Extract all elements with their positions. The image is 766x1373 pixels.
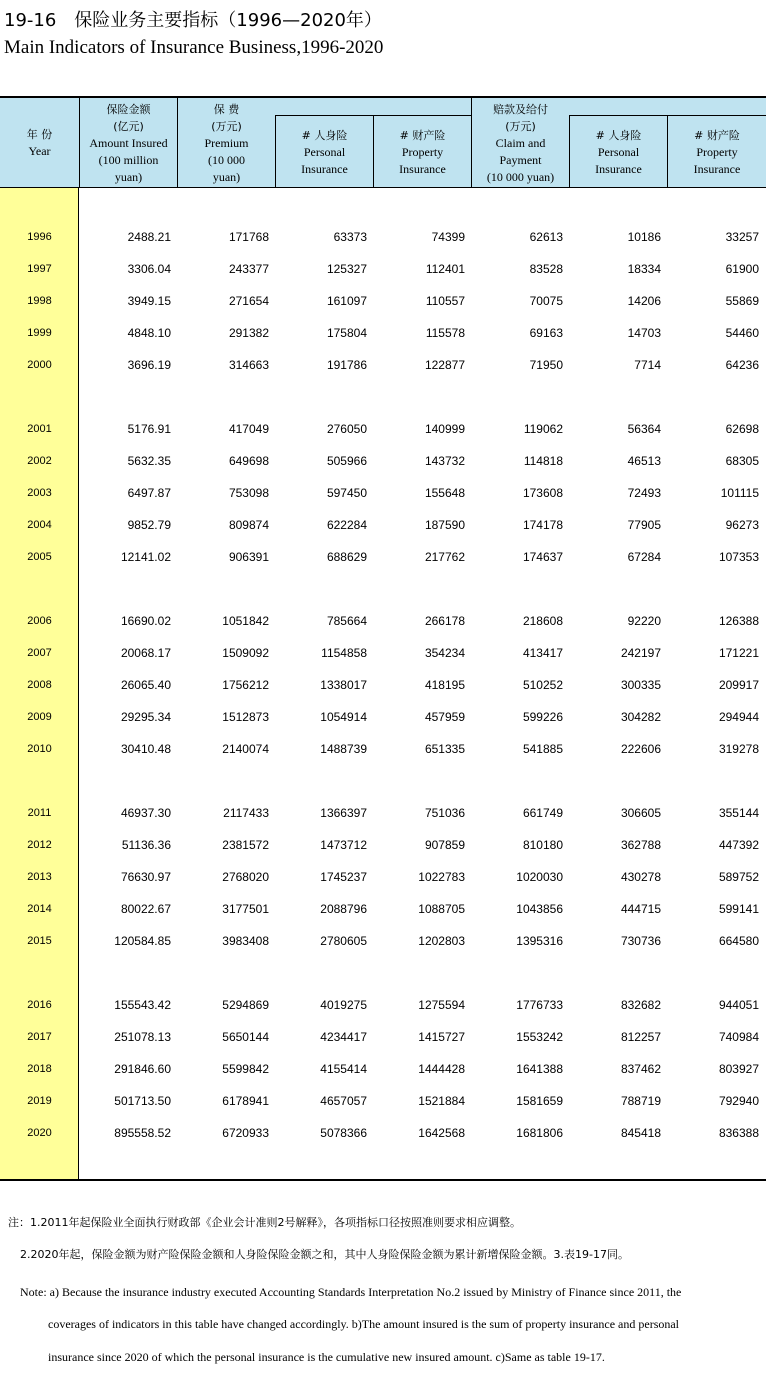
table-row [0, 931, 766, 951]
year-cell: 2009 [27, 711, 52, 723]
value-cell: 589752 [718, 870, 759, 884]
year-cell: 2001 [27, 423, 52, 435]
header-claims-en2: Payment [499, 152, 542, 167]
value-cell: 5632.35 [127, 454, 171, 468]
year-cell: 2011 [27, 807, 52, 819]
header-claims-cn1: 赔款及给付 [493, 102, 548, 116]
header-premium-personal [276, 116, 373, 188]
value-cell: 96273 [725, 518, 759, 532]
value-cell: 753098 [228, 486, 269, 500]
table-row [0, 227, 766, 247]
value-cell: 63373 [333, 230, 367, 244]
header-premium-cn1: 保 费 [213, 102, 240, 116]
year-cell: 2004 [27, 519, 52, 531]
header-year-cn: 年 份 [26, 128, 53, 141]
value-cell: 243377 [228, 262, 269, 276]
value-cell: 291846.60 [114, 1062, 171, 1076]
value-cell: 1043856 [516, 902, 563, 916]
value-cell: 72493 [627, 486, 661, 500]
value-cell: 3949.15 [127, 294, 171, 308]
value-cell: 18334 [627, 262, 661, 276]
value-cell: 266178 [424, 614, 465, 628]
value-cell: 1051842 [222, 614, 269, 628]
note-cn-1: 注：1.2011年起保险业全面执行财政部《企业会计准则2号解释》，各项指标口径按照准则要求相应调整。 [8, 1216, 521, 1229]
year-cell: 2015 [27, 935, 52, 947]
value-cell: 155543.42 [114, 998, 171, 1012]
value-cell: 314663 [228, 358, 269, 372]
value-cell: 788719 [620, 1094, 661, 1108]
value-cell: 4019275 [320, 998, 367, 1012]
value-cell: 1581659 [516, 1094, 563, 1108]
header-premium-en3: yuan) [212, 169, 241, 184]
value-cell: 251078.13 [114, 1030, 171, 1044]
value-cell: 1395316 [516, 934, 563, 948]
year-cell: 2019 [27, 1095, 52, 1107]
value-cell: 1202803 [418, 934, 465, 948]
value-cell: 217762 [424, 550, 465, 564]
value-cell: 5176.91 [127, 422, 171, 436]
value-cell: 67284 [627, 550, 661, 564]
page-title-en: Main Indicators of Insurance Business,1996-2020 [4, 37, 384, 58]
table-row [0, 643, 766, 663]
value-cell: 155648 [424, 486, 465, 500]
value-cell: 944051 [718, 998, 759, 1012]
value-cell: 809874 [228, 518, 269, 532]
value-cell: 832682 [620, 998, 661, 1012]
value-cell: 218608 [522, 614, 563, 628]
value-cell: 107353 [718, 550, 759, 564]
value-cell: 161097 [326, 294, 367, 308]
table-row [0, 547, 766, 567]
value-cell: 599226 [522, 710, 563, 724]
value-cell: 16690.02 [120, 614, 171, 628]
value-cell: 2488.21 [127, 230, 171, 244]
value-cell: 1776733 [516, 998, 563, 1012]
value-cell: 1512873 [222, 710, 269, 724]
value-cell: 1521884 [418, 1094, 465, 1108]
header-premium-en2: (10 000 [208, 152, 245, 167]
note-en-2: coverages of indicators in this table have changed accordingly. b)The amount insured is the sum of property insurance and personal [48, 1317, 680, 1331]
value-cell: 597450 [326, 486, 367, 500]
value-cell: 510252 [522, 678, 563, 692]
value-cell: 33257 [725, 230, 759, 244]
value-cell: 7714 [634, 358, 661, 372]
value-cell: 362788 [620, 838, 661, 852]
header-amount-insured-cn2: (亿元) [113, 119, 144, 133]
year-cell: 2014 [27, 903, 52, 915]
year-cell: 2007 [27, 647, 52, 659]
value-cell: 5078366 [320, 1126, 367, 1140]
value-cell: 174178 [522, 518, 563, 532]
value-cell: 4657057 [320, 1094, 367, 1108]
value-cell: 418195 [424, 678, 465, 692]
value-cell: 845418 [620, 1126, 661, 1140]
value-cell: 9852.79 [127, 518, 171, 532]
value-cell: 417049 [228, 422, 269, 436]
table-row [0, 611, 766, 631]
value-cell: 599141 [718, 902, 759, 916]
value-cell: 300335 [620, 678, 661, 692]
value-cell: 76630.97 [120, 870, 171, 884]
year-cell: 2013 [27, 871, 52, 883]
note-en-3: insurance since 2020 of which the personal insurance is the cumulative new insured amount. c)Same as table 19-17. [48, 1350, 605, 1364]
year-cell: 2005 [27, 551, 52, 563]
value-cell: 115578 [425, 326, 465, 340]
value-cell: 306605 [620, 806, 661, 820]
value-cell: 187590 [424, 518, 465, 532]
value-cell: 143732 [424, 454, 465, 468]
value-cell: 242197 [620, 646, 661, 660]
value-cell: 1641388 [516, 1062, 563, 1076]
table-row [0, 451, 766, 471]
header-premium-personal-en2: Insurance [301, 161, 348, 176]
header-premium-property-en1: Property [401, 144, 444, 159]
value-cell: 622284 [326, 518, 367, 532]
header-premium-personal-en1: Personal [303, 144, 346, 159]
table-row [0, 835, 766, 855]
year-cell: 2002 [27, 455, 52, 467]
value-cell: 1415727 [418, 1030, 465, 1044]
value-cell: 1444428 [418, 1062, 465, 1076]
value-cell: 1154858 [321, 646, 367, 660]
value-cell: 5650144 [222, 1030, 269, 1044]
value-cell: 4155414 [320, 1062, 367, 1076]
value-cell: 10186 [627, 230, 661, 244]
value-cell: 56364 [627, 422, 661, 436]
value-cell: 730736 [620, 934, 661, 948]
header-premium-cn2: (万元) [211, 119, 242, 133]
value-cell: 55869 [725, 294, 759, 308]
header-claims-en3: (10 000 yuan) [486, 169, 555, 184]
table-row [0, 515, 766, 535]
note-cn-2: 2.2020年起，保险金额为财产险保险金额和人身险保险金额之和，其中人身险保险金额为累计新增保险金额。3.表19-17同。 [20, 1248, 629, 1261]
header-premium-en1: Premium [204, 135, 249, 150]
table-row [0, 995, 766, 1015]
value-cell: 92220 [627, 614, 661, 628]
value-cell: 209917 [718, 678, 759, 692]
value-cell: 14206 [627, 294, 661, 308]
value-cell: 895558.52 [114, 1126, 171, 1140]
header-claims-personal [570, 116, 667, 188]
value-cell: 810180 [522, 838, 563, 852]
header-premium-personal-cn: # 人身险 [301, 128, 348, 142]
header-year-en: Year [28, 144, 51, 158]
value-cell: 1088705 [418, 902, 465, 916]
value-cell: 173608 [522, 486, 563, 500]
table-row [0, 867, 766, 887]
value-cell: 751036 [424, 806, 465, 820]
value-cell: 110557 [425, 294, 465, 308]
value-cell: 294944 [718, 710, 759, 724]
year-cell: 2012 [27, 839, 52, 851]
header-claims-property [668, 116, 766, 188]
value-cell: 20068.17 [120, 646, 171, 660]
value-cell: 319278 [718, 742, 759, 756]
value-cell: 1642568 [418, 1126, 465, 1140]
value-cell: 51136.36 [121, 838, 171, 852]
value-cell: 505966 [326, 454, 367, 468]
value-cell: 444715 [620, 902, 661, 916]
value-cell: 1553242 [516, 1030, 563, 1044]
header-premium-property [374, 116, 471, 188]
value-cell: 1366397 [320, 806, 367, 820]
table-row [0, 355, 766, 375]
value-cell: 3177501 [222, 902, 269, 916]
value-cell: 430278 [620, 870, 661, 884]
value-cell: 174637 [522, 550, 563, 564]
value-cell: 83528 [529, 262, 563, 276]
value-cell: 80022.67 [120, 902, 171, 916]
value-cell: 2088796 [320, 902, 367, 916]
header-claims-property-en1: Property [696, 144, 738, 159]
value-cell: 291382 [228, 326, 269, 340]
value-cell: 3306.04 [127, 262, 171, 276]
header-premium-property-en2: Insurance [399, 161, 446, 176]
value-cell: 1756212 [222, 678, 269, 692]
value-cell: 171768 [228, 230, 269, 244]
value-cell: 3983408 [222, 934, 269, 948]
value-cell: 1681806 [516, 1126, 563, 1140]
value-cell: 907859 [424, 838, 465, 852]
year-cell: 2006 [27, 615, 52, 627]
value-cell: 64236 [725, 358, 759, 372]
header-premium-property-cn: # 财产险 [399, 128, 446, 142]
value-cell: 651335 [424, 742, 465, 756]
table-row [0, 803, 766, 823]
value-cell: 2381572 [222, 838, 269, 852]
value-cell: 812257 [620, 1030, 661, 1044]
table-row [0, 1059, 766, 1079]
value-cell: 447392 [718, 838, 759, 852]
value-cell: 71950 [529, 358, 563, 372]
header-claims-property-cn: # 财产险 [694, 128, 740, 142]
value-cell: 191786 [326, 358, 367, 372]
table-row [0, 323, 766, 343]
header-claims-personal-en1: Personal [597, 144, 640, 159]
value-cell: 101115 [720, 486, 759, 500]
year-cell: 2020 [27, 1127, 52, 1139]
value-cell: 2117433 [223, 806, 269, 820]
value-cell: 6497.87 [127, 486, 171, 500]
table-row [0, 707, 766, 727]
value-cell: 125327 [326, 262, 367, 276]
value-cell: 2780605 [320, 934, 367, 948]
value-cell: 6178941 [222, 1094, 269, 1108]
value-cell: 740984 [718, 1030, 759, 1044]
header-amount-insured-en2: (100 million [98, 152, 159, 167]
year-cell: 1998 [27, 295, 52, 307]
table-row [0, 739, 766, 759]
year-cell: 2003 [27, 487, 52, 499]
note-en-1: Note: a) Because the insurance industry executed Accounting Standards Interpretation No.2 issued by Ministry of Finance since 2011, the [20, 1285, 682, 1299]
value-cell: 119062 [523, 422, 563, 436]
value-cell: 792940 [718, 1094, 759, 1108]
value-cell: 6720933 [222, 1126, 269, 1140]
table-row [0, 899, 766, 919]
header-amount-insured-cn1: 保险金额 [106, 102, 151, 116]
header-claims [472, 98, 569, 188]
table-header [0, 96, 766, 188]
value-cell: 140999 [424, 422, 465, 436]
value-cell: 12141.02 [120, 550, 171, 564]
table-row [0, 1123, 766, 1143]
year-cell: 2008 [27, 679, 52, 691]
value-cell: 2768020 [222, 870, 269, 884]
value-cell: 688629 [326, 550, 367, 564]
value-cell: 112401 [425, 262, 465, 276]
value-cell: 354234 [424, 646, 465, 660]
value-cell: 1473712 [320, 838, 367, 852]
value-cell: 122877 [424, 358, 465, 372]
value-cell: 836388 [718, 1126, 759, 1140]
page-title-cn: 19-16 保险业务主要指标（1996—2020年） [4, 10, 382, 31]
value-cell: 171221 [718, 646, 759, 660]
value-cell: 1488739 [320, 742, 367, 756]
value-cell: 1020030 [516, 870, 563, 884]
value-cell: 1022783 [418, 870, 465, 884]
value-cell: 126388 [718, 614, 759, 628]
value-cell: 2140074 [222, 742, 269, 756]
year-cell: 2010 [27, 743, 52, 755]
value-cell: 355144 [718, 806, 759, 820]
table-row [0, 483, 766, 503]
value-cell: 175804 [326, 326, 367, 340]
value-cell: 69163 [529, 326, 563, 340]
value-cell: 46937.30 [120, 806, 171, 820]
value-cell: 1509092 [222, 646, 269, 660]
header-claims-en1: Claim and [495, 135, 546, 150]
value-cell: 457959 [424, 710, 465, 724]
value-cell: 222606 [620, 742, 661, 756]
value-cell: 649698 [228, 454, 269, 468]
header-amount-insured-en3: yuan) [114, 169, 143, 184]
value-cell: 4234417 [320, 1030, 367, 1044]
header-claims-personal-en2: Insurance [595, 161, 642, 176]
year-cell: 2018 [27, 1063, 52, 1075]
header-year [0, 98, 79, 188]
value-cell: 837462 [620, 1062, 661, 1076]
table-row [0, 1027, 766, 1047]
value-cell: 5599842 [222, 1062, 269, 1076]
value-cell: 26065.40 [120, 678, 171, 692]
table-row [0, 1091, 766, 1111]
year-cell: 1996 [27, 231, 52, 243]
table-row [0, 259, 766, 279]
year-cell: 1997 [27, 263, 52, 275]
value-cell: 413417 [522, 646, 563, 660]
value-cell: 30410.48 [120, 742, 171, 756]
value-cell: 1745237 [320, 870, 367, 884]
value-cell: 271654 [228, 294, 269, 308]
header-claims-property-en2: Insurance [693, 161, 741, 176]
value-cell: 62698 [725, 422, 759, 436]
value-cell: 1275594 [418, 998, 465, 1012]
header-claims-personal-cn: # 人身险 [595, 128, 642, 142]
value-cell: 803927 [718, 1062, 759, 1076]
value-cell: 74399 [431, 230, 465, 244]
value-cell: 501713.50 [114, 1094, 171, 1108]
year-cell: 2016 [27, 999, 52, 1011]
table-bottom-rule [0, 1179, 766, 1181]
value-cell: 664580 [718, 934, 759, 948]
value-cell: 1338017 [320, 678, 367, 692]
value-cell: 70075 [529, 294, 563, 308]
header-claims-cn2: (万元) [505, 119, 536, 133]
value-cell: 785664 [326, 614, 367, 628]
value-cell: 906391 [228, 550, 269, 564]
value-cell: 68305 [725, 454, 759, 468]
table-row [0, 291, 766, 311]
value-cell: 5294869 [222, 998, 269, 1012]
value-cell: 77905 [627, 518, 661, 532]
table-row [0, 675, 766, 695]
value-cell: 46513 [627, 454, 661, 468]
header-amount-insured-en1: Amount Insured [89, 135, 168, 150]
value-cell: 304282 [620, 710, 661, 724]
value-cell: 114818 [523, 454, 563, 468]
year-cell: 2000 [27, 359, 52, 371]
value-cell: 29295.34 [120, 710, 171, 724]
value-cell: 14703 [627, 326, 661, 340]
header-premium [178, 98, 275, 188]
value-cell: 661749 [522, 806, 563, 820]
value-cell: 541885 [522, 742, 563, 756]
value-cell: 1054914 [320, 710, 367, 724]
value-cell: 4848.10 [127, 326, 171, 340]
value-cell: 3696.19 [127, 358, 171, 372]
table-row [0, 419, 766, 439]
year-cell: 2017 [27, 1031, 52, 1043]
value-cell: 120584.85 [114, 934, 171, 948]
value-cell: 276050 [326, 422, 367, 436]
value-cell: 62613 [529, 230, 563, 244]
year-cell: 1999 [27, 327, 52, 339]
value-cell: 54460 [725, 326, 759, 340]
value-cell: 61900 [725, 262, 759, 276]
header-amount-insured [80, 98, 177, 188]
